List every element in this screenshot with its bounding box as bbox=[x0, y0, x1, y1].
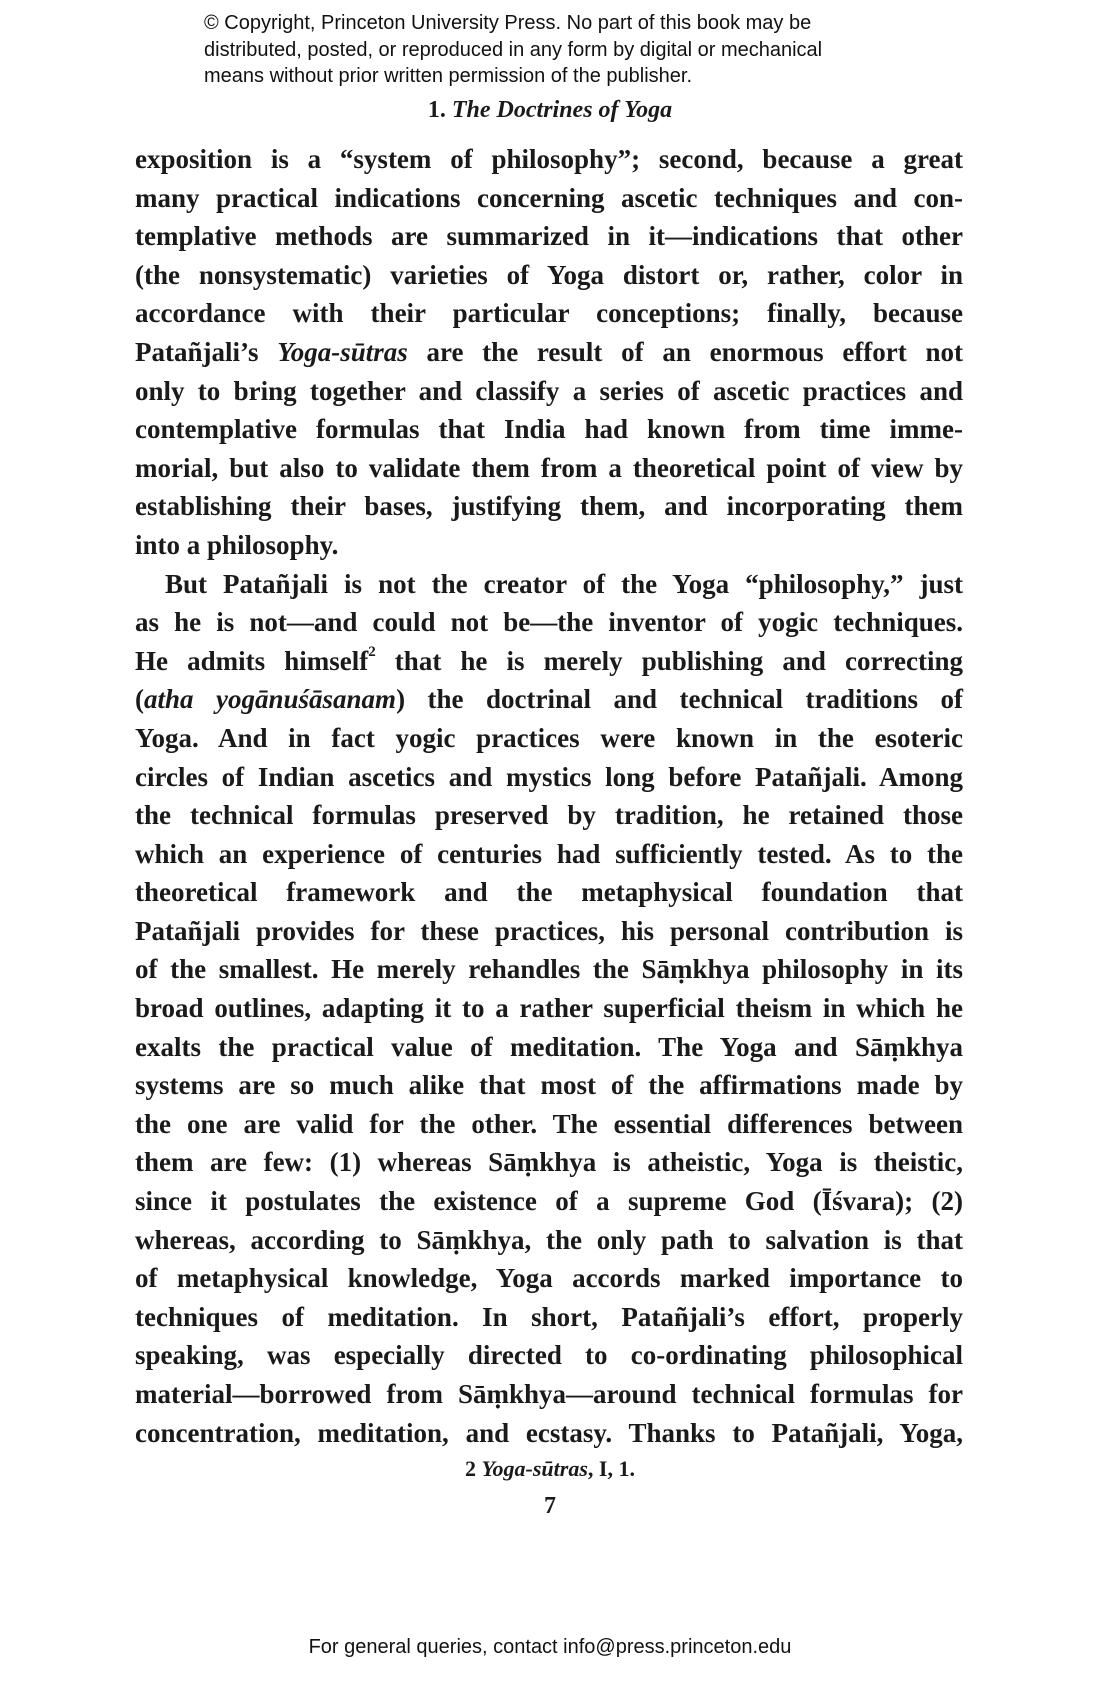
line-text: of the smallest. He merely rehandles the Sāṃkhya philosophy in its bbox=[135, 954, 963, 985]
line-text: ) the doctrinal and technical traditions of bbox=[396, 684, 963, 715]
text-line bbox=[135, 1066, 963, 1105]
text-line bbox=[135, 487, 963, 526]
text-line bbox=[135, 1221, 963, 1260]
line-text: as he is not—and could not be—the inventor of yogic techniques. bbox=[135, 607, 963, 638]
footnote bbox=[0, 1456, 1100, 1482]
line-text: only to bring together and classify a series of ascetic practices and bbox=[135, 375, 963, 406]
text-line bbox=[135, 217, 963, 256]
copyright-line: means without prior written permission of the publisher. bbox=[204, 65, 693, 87]
text-line bbox=[135, 1298, 963, 1337]
line-text: ( bbox=[135, 684, 144, 715]
line-text: He admits himself bbox=[135, 645, 369, 676]
text-line bbox=[135, 950, 963, 989]
text-line bbox=[135, 179, 963, 218]
line-text: into a philosophy. bbox=[135, 529, 339, 560]
text-line bbox=[135, 256, 963, 295]
text-line bbox=[135, 796, 963, 835]
text-line bbox=[135, 333, 963, 372]
copyright-line: © Copyright, Princeton University Press. No part of this book may be bbox=[204, 12, 812, 34]
line-text: the technical formulas preserved by tradition, he retained those bbox=[135, 800, 963, 831]
text-line bbox=[135, 140, 963, 179]
line-text: material—borrowed from Sāṃkhya—around technical formulas for bbox=[135, 1379, 963, 1409]
line-text: accordance with their particular conceptions; finally, because bbox=[135, 298, 963, 329]
text-line bbox=[135, 1375, 963, 1414]
line-text: exalts the practical value of meditation. The Yoga and Sāṃkhya bbox=[135, 1031, 963, 1062]
text-line bbox=[135, 680, 963, 719]
line-text: whereas, according to Sāṃkhya, the only path to salvation is that bbox=[135, 1224, 963, 1255]
footnote-ref: , I, 1. bbox=[587, 1456, 635, 1481]
text-line bbox=[135, 372, 963, 411]
line-text: systems are so much alike that most of the affirmations made by bbox=[135, 1070, 963, 1101]
line-text: But Patañjali is not the creator of the Yoga “philosophy,” just bbox=[165, 568, 963, 599]
footnote-number: 2 bbox=[465, 1456, 477, 1481]
text-line bbox=[135, 410, 963, 449]
line-text: Patañjali provides for these practices, his personal contribution is bbox=[135, 915, 963, 946]
text-line bbox=[135, 642, 963, 681]
text-line bbox=[135, 1182, 963, 1221]
footnote-title: Yoga-sūtras bbox=[481, 1456, 588, 1481]
italic-text: Yoga-sūtras bbox=[277, 336, 408, 367]
line-text: since it postulates the existence of a supreme God (Īśvara); (2) bbox=[135, 1186, 963, 1217]
text-line bbox=[135, 449, 963, 488]
line-text: that he is merely publishing and correcting bbox=[375, 645, 963, 676]
line-text: them are few: (1) whereas Sāṃkhya is atheistic, Yoga is theistic, bbox=[135, 1147, 963, 1178]
line-text: contemplative formulas that India had known from time imme- bbox=[135, 414, 963, 445]
line-text: many practical indications concerning ascetic techniques and con- bbox=[135, 182, 963, 213]
line-text: the one are valid for the other. The essential differences between bbox=[135, 1108, 963, 1139]
line-text: morial, but also to validate them from a theoretical point of view by bbox=[135, 452, 963, 483]
text-line bbox=[135, 1028, 963, 1067]
text-line bbox=[135, 1336, 963, 1375]
line-text: broad outlines, adapting it to a rather superficial theism in which he bbox=[135, 993, 963, 1024]
line-text: theoretical framework and the metaphysical foundation that bbox=[135, 877, 963, 908]
text-line bbox=[135, 758, 963, 797]
line-text: which an experience of centuries had sufficiently tested. As to the bbox=[135, 838, 963, 869]
text-line bbox=[135, 1259, 963, 1298]
line-text: establishing their bases, justifying them, and incorporating them bbox=[135, 491, 963, 522]
text-line bbox=[135, 1105, 963, 1144]
copyright-notice bbox=[204, 10, 822, 90]
text-line bbox=[135, 989, 963, 1028]
line-text: concentration, meditation, and ecstasy. Thanks to Patañjali, Yoga, bbox=[135, 1417, 963, 1448]
line-text: Yoga. And in fact yogic practices were known in the esoteric bbox=[135, 722, 963, 753]
text-line bbox=[135, 912, 963, 951]
footnote-marker: 2 bbox=[368, 643, 376, 660]
copyright-line: distributed, posted, or reproduced in any form by digital or mechanical bbox=[204, 38, 823, 61]
line-text: Patañjali’s bbox=[135, 336, 278, 367]
line-text: are the result of an enormous effort not bbox=[407, 336, 963, 367]
text-line bbox=[135, 294, 963, 333]
chapter-number: 1. bbox=[427, 97, 446, 123]
text-line bbox=[135, 1414, 963, 1453]
running-head bbox=[0, 97, 1100, 124]
line-text: (the nonsystematic) varieties of Yoga distort or, rather, color in bbox=[135, 259, 963, 290]
body-text bbox=[135, 140, 963, 1452]
text-line bbox=[135, 835, 963, 874]
text-line bbox=[135, 1143, 963, 1182]
text-line bbox=[135, 603, 963, 642]
footer-contact: For general queries, contact info@press.princeton.edu bbox=[308, 1636, 792, 1658]
line-text: circles of Indian ascetics and mystics long before Patañjali. Among bbox=[135, 761, 963, 792]
text-line bbox=[135, 565, 963, 604]
italic-text: atha yogānuśāsanam bbox=[144, 684, 397, 715]
line-text: techniques of meditation. In short, Patañjali’s effort, properly bbox=[135, 1301, 963, 1332]
chapter-title: The Doctrines of Yoga bbox=[451, 97, 673, 123]
text-line bbox=[135, 526, 963, 565]
line-text: templative methods are summarized in it—indications that other bbox=[135, 221, 963, 252]
line-text: of metaphysical knowledge, Yoga accords marked importance to bbox=[135, 1263, 963, 1294]
text-line bbox=[135, 873, 963, 912]
line-text: speaking, was especially directed to co-ordinating philosophical bbox=[135, 1340, 963, 1371]
line-text: exposition is a “system of philosophy”; second, because a great bbox=[135, 144, 963, 174]
text-line bbox=[135, 719, 963, 758]
page-number: 7 bbox=[544, 1493, 556, 1519]
